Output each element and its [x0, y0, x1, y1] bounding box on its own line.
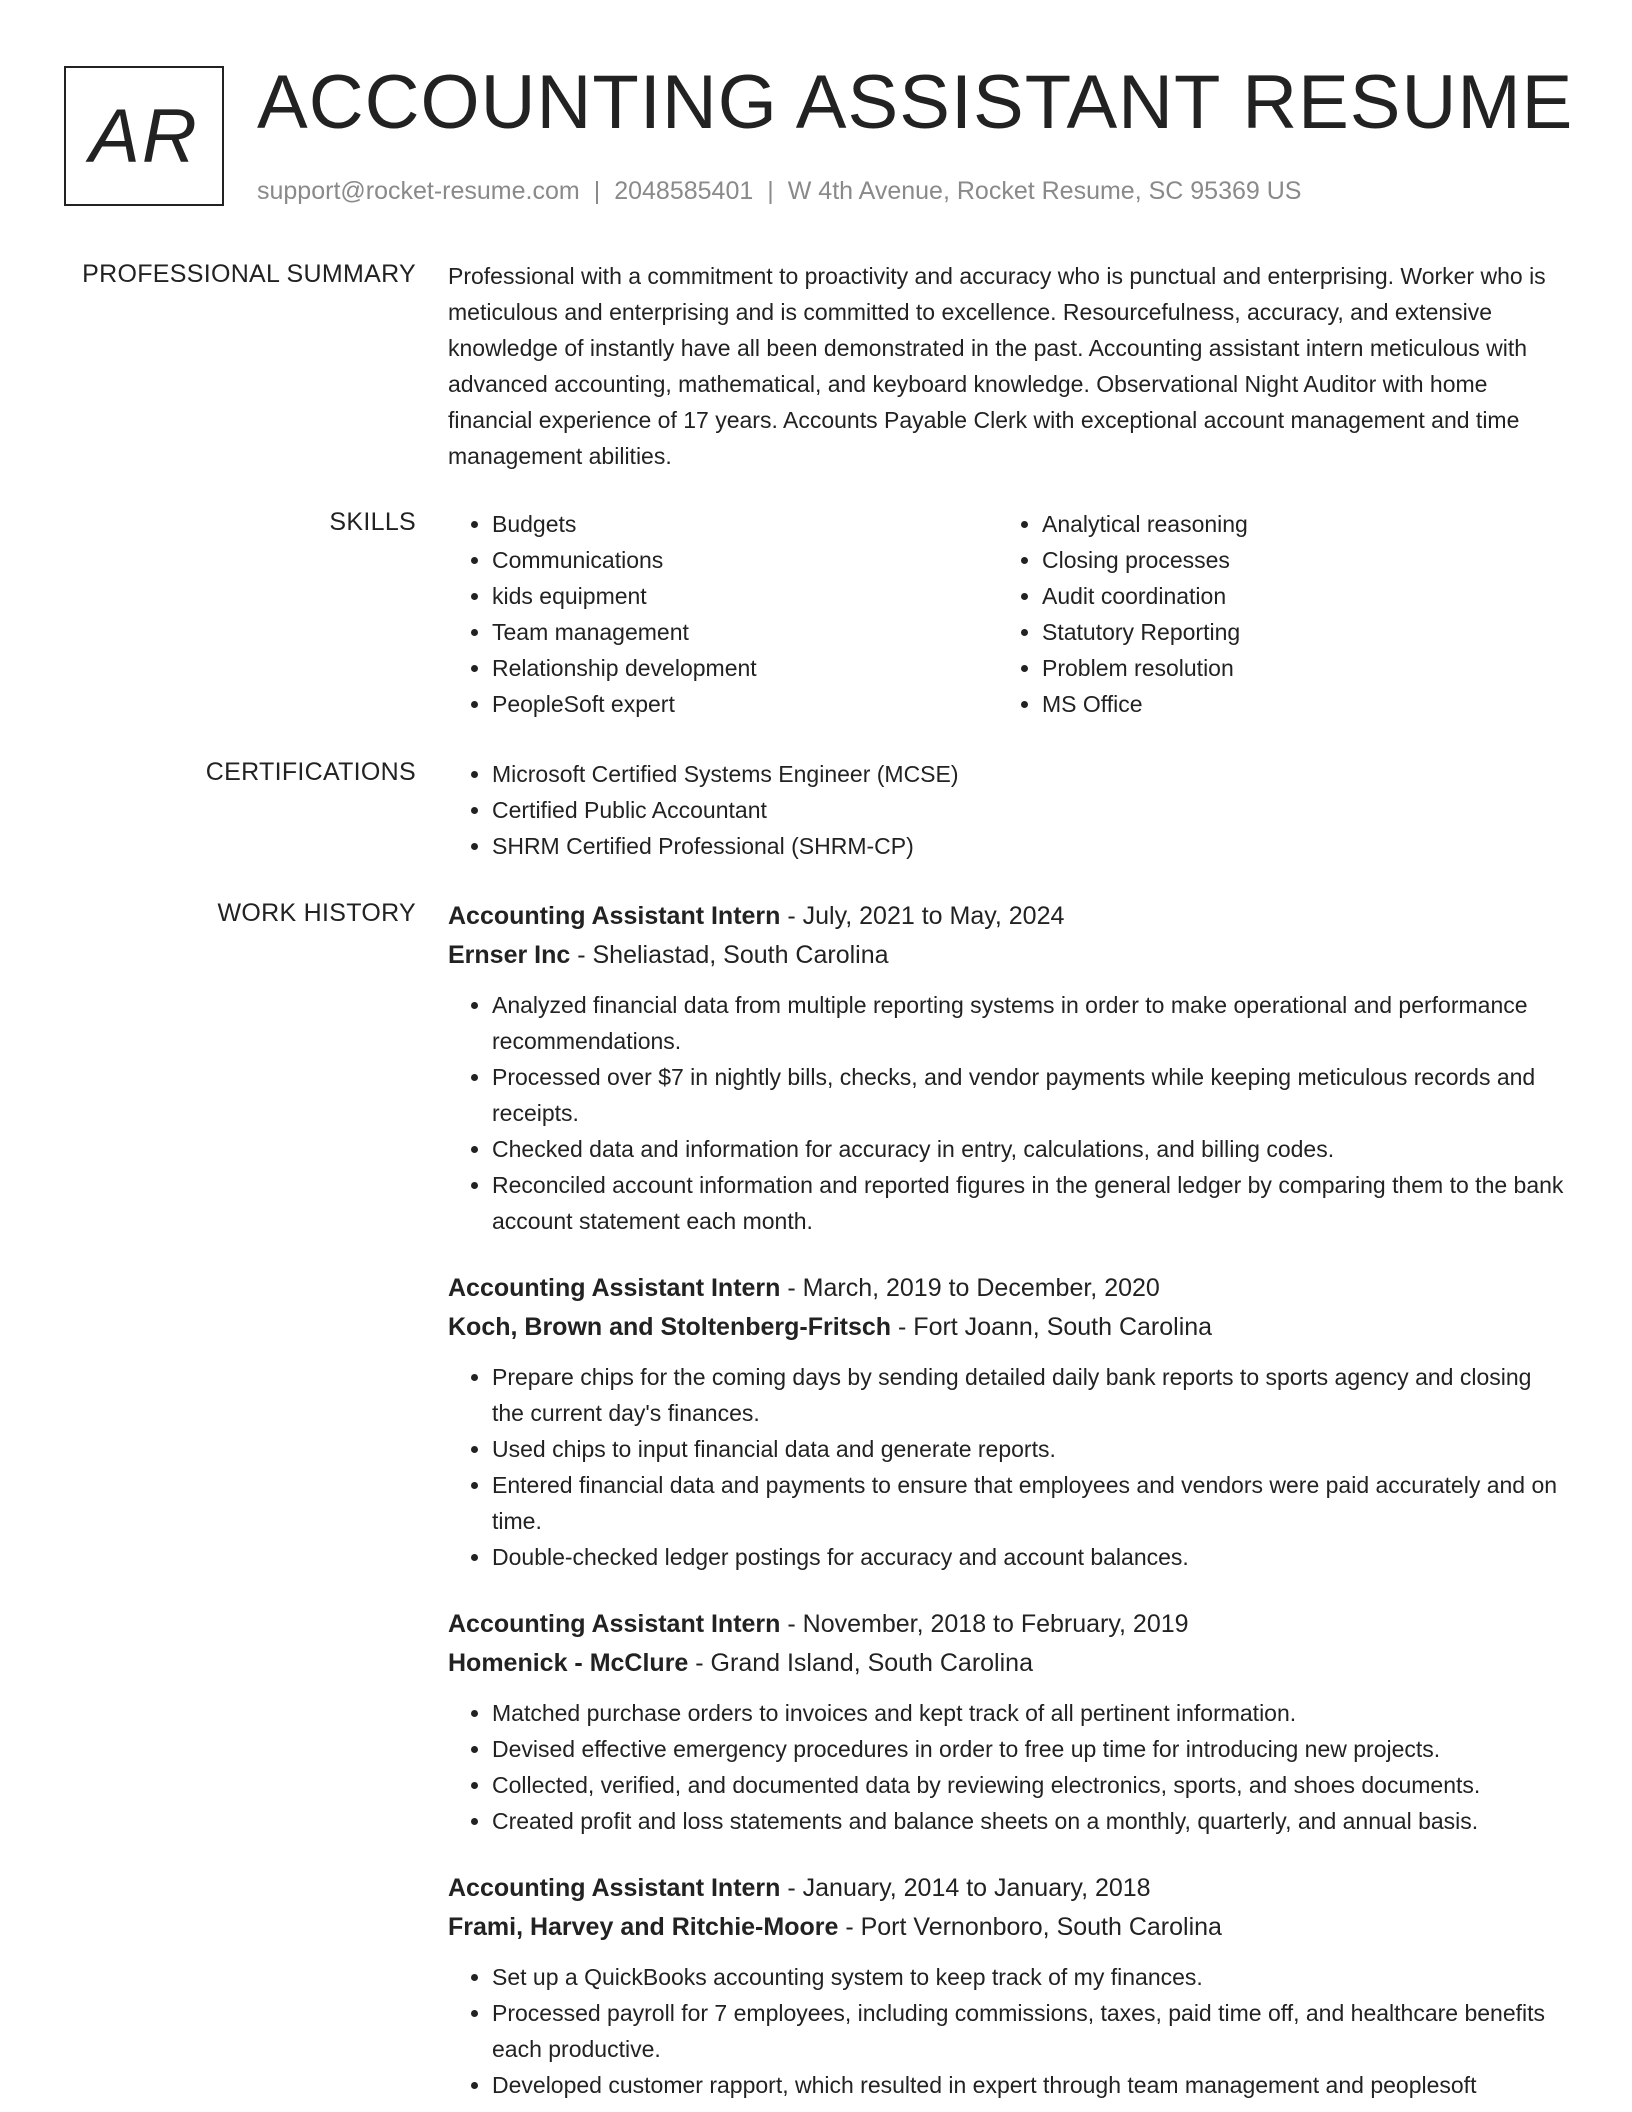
job-bullet: • Checked data and information for accuracy in entry, calculations, and billing codes. [492, 1131, 1568, 1167]
job-bullet: • Collected, verified, and documented data by reviewing electronics, sports, and shoes documents. [492, 1767, 1568, 1803]
skill-item: • kids equipment [492, 578, 998, 614]
job-bullet: • Analyzed financial data from multiple reporting systems in order to make operational and performance recommendations. [492, 987, 1568, 1059]
skill-item: • MS Office [1042, 686, 1548, 722]
job-entry [448, 1605, 1568, 1839]
contact-email[interactable]: support@rocket-resume.com [257, 177, 580, 205]
contact-separator: | [767, 177, 774, 205]
skill-item: • Audit coordination [1042, 578, 1548, 614]
job-title: Accounting Assistant Intern [448, 902, 781, 930]
job-bullet: • Created profit and loss statements and balance sheets on a monthly, quarterly, and annual basis. [492, 1803, 1568, 1839]
job-company: Homenick - McClure [448, 1649, 689, 1677]
section-label-skills: SKILLS [329, 508, 416, 536]
job-company-line [448, 1308, 1568, 1347]
skill-item: • Statutory Reporting [1042, 614, 1548, 650]
job-title: Accounting Assistant Intern [448, 1274, 781, 1302]
skill-item: • Closing processes [1042, 542, 1548, 578]
job-bullet: • Processed over $7 in nightly bills, checks, and vendor payments while keeping meticulous records and receipts. [492, 1059, 1568, 1131]
job-title-line [448, 1605, 1568, 1644]
job-dates: - January, 2014 to January, 2018 [780, 1874, 1151, 1902]
job-bullet: • Set up a QuickBooks accounting system to keep track of my finances. [492, 1959, 1568, 1995]
job-company-line [448, 1644, 1568, 1683]
job-company: Koch, Brown and Stoltenberg-Fritsch [448, 1313, 892, 1341]
skills-grid [448, 506, 1568, 722]
skill-item: • Communications [492, 542, 998, 578]
skill-item: • Team management [492, 614, 998, 650]
job-company: Ernser Inc [448, 941, 571, 969]
job-dates: - July, 2021 to May, 2024 [780, 902, 1065, 930]
job-bullet: • Developed customer rapport, which resulted in expert through team management and peoplesoft [492, 2067, 1568, 2103]
skills-column-left [448, 506, 998, 722]
skill-item: • Budgets [492, 506, 998, 542]
job-title: Accounting Assistant Intern [448, 1610, 781, 1638]
contact-separator: | [593, 177, 601, 205]
skill-item: • Relationship development [492, 650, 998, 686]
job-dates: - March, 2019 to December, 2020 [780, 1274, 1160, 1302]
job-entry [448, 1269, 1568, 1575]
job-location: - Fort Joann, South Carolina [891, 1313, 1213, 1341]
certification-item: • Certified Public Accountant [492, 792, 1568, 828]
job-company: Frami, Harvey and Ritchie-Moore [448, 1913, 839, 1941]
job-title: Accounting Assistant Intern [448, 1874, 781, 1902]
job-location: - Grand Island, South Carolina [688, 1649, 1033, 1677]
skill-item: • Analytical reasoning [1042, 506, 1548, 542]
monogram-logo: AR [64, 66, 224, 206]
job-bullet: • Reconciled account information and reported figures in the general ledger by comparing them to the bank account statement each month. [492, 1167, 1568, 1239]
certification-item: • Microsoft Certified Systems Engineer (MCSE) [492, 756, 1568, 792]
section-label-summary: PROFESSIONAL SUMMARY [82, 260, 416, 288]
job-bullet: • Devised effective emergency procedures in order to free up time for introducing new projects. [492, 1731, 1568, 1767]
job-dates: - November, 2018 to February, 2019 [780, 1610, 1189, 1638]
job-entry [448, 1869, 1568, 2103]
job-bullet: • Matched purchase orders to invoices and kept track of all pertinent information. [492, 1695, 1568, 1731]
summary-body [448, 258, 1568, 474]
certifications-body [448, 756, 1568, 864]
job-title-line [448, 897, 1568, 936]
contact-address: W 4th Avenue, Rocket Resume, SC 95369 US [787, 177, 1302, 205]
job-bullet: • Entered financial data and payments to ensure that employees and vendors were paid accurately and on time. [492, 1467, 1568, 1539]
resume-title: ACCOUNTING ASSISTANT RESUME [257, 60, 1574, 145]
job-location: - Port Vernonboro, South Carolina [838, 1913, 1222, 1941]
skills-column-right [998, 506, 1548, 722]
job-company-line [448, 936, 1568, 975]
skill-item: • Problem resolution [1042, 650, 1548, 686]
certification-item: • SHRM Certified Professional (SHRM-CP) [492, 828, 1568, 864]
contact-phone[interactable]: 2048585401 [614, 177, 754, 205]
job-bullet: • Double-checked ledger postings for accuracy and account balances. [492, 1539, 1568, 1575]
job-entry [448, 897, 1568, 1239]
job-title-line [448, 1269, 1568, 1308]
job-bullet: • Used chips to input financial data and generate reports. [492, 1431, 1568, 1467]
skill-item: • PeopleSoft expert [492, 686, 998, 722]
section-label-work-history: WORK HISTORY [217, 899, 416, 927]
job-company-line [448, 1908, 1568, 1947]
job-bullet: • Processed payroll for 7 employees, including commissions, taxes, paid time off, and healthcare benefits each productive. [492, 1995, 1568, 2067]
job-title-line [448, 1869, 1568, 1908]
summary-text: Professional with a commitment to proactivity and accuracy who is punctual and enterprising. Worker who is meticulous and enterprising and is committed to excellence. Resourcefulness, accuracy, and extensive knowledge of instantly have all been demonstrated in the past. Accounting assistant intern meticulous with advanced accounting, mathematical, and keyboard knowledge. Observational Night Auditor with home financial experience of 17 years. Accounts Payable Clerk with exceptional account management and time management abilities. [448, 263, 1546, 469]
contact-line [257, 176, 1301, 206]
work-history-body [448, 897, 1568, 2112]
job-bullet: • Prepare chips for the coming days by sending detailed daily bank reports to sports agency and closing the current day's finances. [492, 1359, 1568, 1431]
section-label-certifications: CERTIFICATIONS [205, 758, 416, 786]
job-location: - Sheliastad, South Carolina [570, 941, 889, 969]
